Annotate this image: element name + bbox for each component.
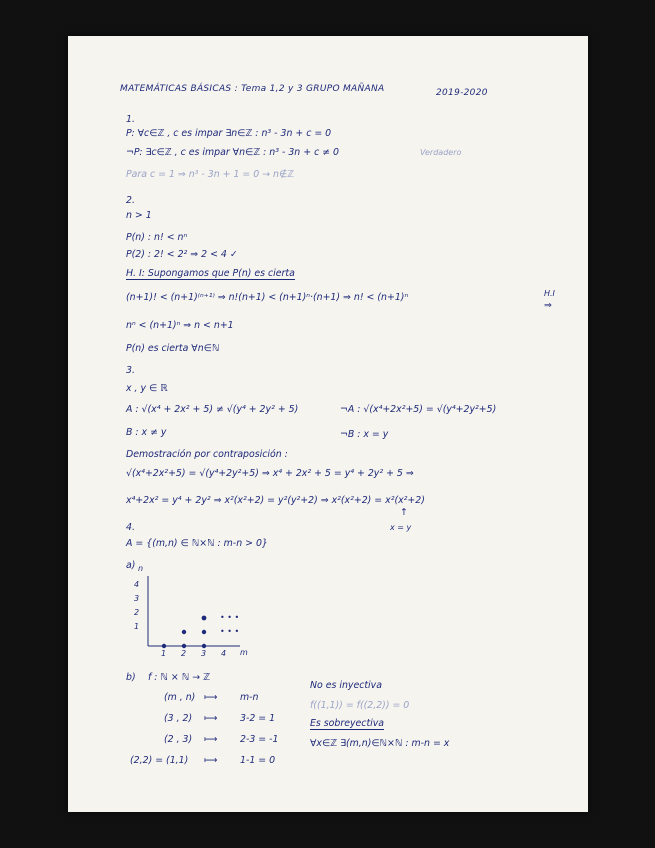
ex2-conclusion: P(n) es cierta ∀n∈ℕ <box>126 343 220 354</box>
ex3-demo: Demostración por contraposición : <box>126 449 288 460</box>
plot-point <box>182 644 186 648</box>
ex3-line2: x⁴+2x² = y⁴ + 2y² ⇒ x²(x²+2) = y²(y²+2) ⇒ x²(x²+2) = x²(x²+2) <box>126 495 425 506</box>
plot-tick-x: 4 <box>221 649 227 658</box>
plot-point <box>202 630 206 634</box>
maps-to-icon: ⟼ <box>204 734 218 745</box>
plot-point <box>202 644 206 648</box>
ex3-number: 3. <box>126 365 135 376</box>
ex1-verdadero: Verdadero <box>420 148 462 157</box>
plot-point <box>162 644 166 648</box>
ex2-step2: nⁿ < (n+1)ⁿ ⇒ n < n+1 <box>126 320 234 331</box>
map-left: (2 , 3) <box>164 734 193 745</box>
map-right: m-n <box>240 692 259 703</box>
ex3-b: B : x ≠ y <box>126 427 167 438</box>
ex4-function: f : ℕ × ℕ → ℤ <box>148 672 211 683</box>
notebook-page <box>68 36 588 812</box>
plot-tick-y: 2 <box>134 608 140 617</box>
ex4-not-injective: No es inyectiva <box>310 680 382 691</box>
maps-to-icon: ⟼ <box>204 692 218 703</box>
ex3-line1: √(x⁴+2x²+5) = √(y⁴+2y²+5) ⇒ x⁴ + 2x² + 5 = y⁴ + 2y² + 5 ⇒ <box>126 468 414 479</box>
ex4-f-equal: f((1,1)) = f((2,2)) = 0 <box>310 700 410 711</box>
maps-to-icon: ⟼ <box>204 755 218 766</box>
ex3-nota: ¬A : √(x⁴+2x²+5) = √(y⁴+2y²+5) <box>340 404 497 415</box>
ex1-p: P: ∀c∈ℤ , c es impar ∃n∈ℤ : n³ - 3n + c = 0 <box>126 128 332 139</box>
ex3-notb: ¬B : x = y <box>340 429 389 440</box>
ex4-forall: ∀x∈ℤ ∃(m,n)∈ℕ×ℕ : m-n = x <box>310 738 450 749</box>
plot-axis-n: n <box>138 564 144 573</box>
plot-tick-x: 2 <box>181 649 187 658</box>
plot-tick-x: 1 <box>161 649 167 658</box>
map-left: (2,2) = (1,1) <box>130 755 189 766</box>
ex2-hi-mark: H.I <box>544 289 555 298</box>
ex4-number: 4. <box>126 522 135 533</box>
ex4-set: A = {(m,n) ∈ ℕ×ℕ : m-n > 0} <box>126 538 268 549</box>
ex3-vars: x , y ∈ ℝ <box>126 383 168 394</box>
plot-tick-x: 3 <box>201 649 207 658</box>
plot-tick-y: 1 <box>134 622 140 631</box>
ex4-part-a: a) <box>126 560 136 571</box>
ex3-arrow-label: x = y <box>390 523 412 532</box>
ex2-implies-icon: ⇒ <box>544 300 552 311</box>
map-right: 1-1 = 0 <box>240 755 276 766</box>
map-right: 2-3 = -1 <box>240 734 279 745</box>
plot-ellipsis: • • • <box>220 627 240 636</box>
ex2-step1: (n+1)! < (n+1)⁽ⁿ⁺¹⁾ ⇒ n!(n+1) < (n+1)ⁿ·(n+1) ⇒ n! < (n+1)ⁿ <box>126 292 409 303</box>
ex1-para: Para c = 1 ⇒ n³ - 3n + 1 = 0 → n∉ℤ <box>126 169 295 180</box>
map-left: (3 , 2) <box>164 713 193 724</box>
header-year: 2019-2020 <box>436 88 488 98</box>
ex1-notp: ¬P: ∃c∈ℤ , c es impar ∀n∈ℤ : n³ - 3n + c ≠ 0 <box>126 147 340 158</box>
ex3-a: A : √(x⁴ + 2x² + 5) ≠ √(y⁴ + 2y² + 5) <box>126 404 299 415</box>
ex3-up-arrow-icon: ↑ <box>400 507 408 518</box>
ex2-number: 2. <box>126 195 135 206</box>
plot-ellipsis: • • • <box>220 613 240 622</box>
map-right: 3-2 = 1 <box>240 713 276 724</box>
ex1-number: 1. <box>126 114 135 125</box>
plot-axis-m: m <box>240 648 248 657</box>
ex2-pn: P(n) : n! < nⁿ <box>126 232 188 243</box>
ex4-surjective: Es sobreyectiva <box>310 718 385 729</box>
ex2-hypothesis: H. I: Supongamos que P(n) es cierta <box>126 268 295 279</box>
ex4-part-b: b) <box>126 672 136 683</box>
header-title: MATEMÁTICAS BÁSICAS : Tema 1,2 y 3 GRUPO MAÑANA <box>120 84 385 94</box>
ex2-cond: n > 1 <box>126 210 152 221</box>
plot-tick-y: 4 <box>134 580 140 589</box>
map-left: (m , n) <box>164 692 196 703</box>
maps-to-icon: ⟼ <box>204 713 218 724</box>
ex2-p2: P(2) : 2! < 2² ⇒ 2 < 4 ✓ <box>126 249 238 260</box>
plot-point <box>182 630 186 634</box>
plot-point <box>202 616 207 621</box>
plot-tick-y: 3 <box>134 594 140 603</box>
